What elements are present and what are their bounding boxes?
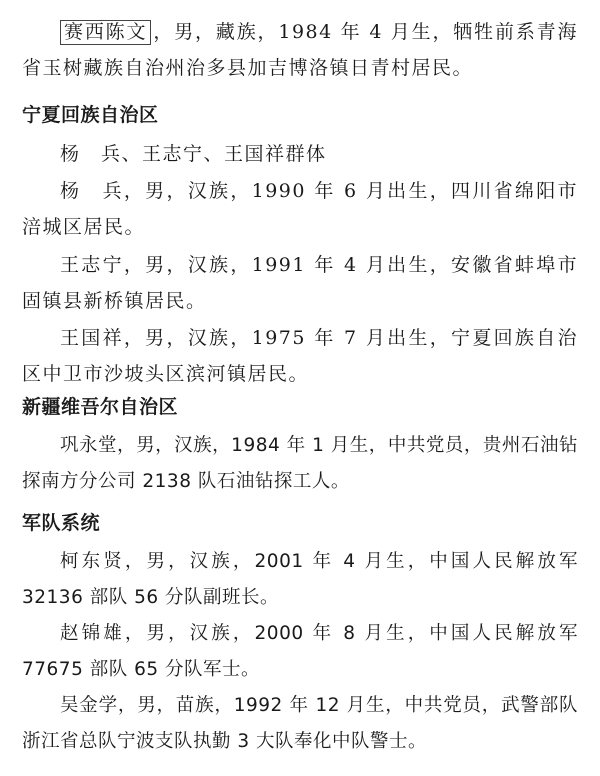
- heading-ningxia: 宁夏回族自治区: [22, 104, 159, 126]
- subheading-ningxia-group: 杨 兵、王志宁、王国祥群体: [60, 143, 327, 165]
- heading-xinjiang: 新疆维吾尔自治区: [22, 396, 179, 418]
- entry-gongyongtang: 巩永堂，男，汉族，1984 年 1 月生，中共党员，贵州石油钻探南方分公司 2138 队石油钻探工人。: [22, 435, 578, 492]
- entry-zhaojinxiong: 赵锦雄，男，汉族，2000 年 8 月生，中国人民解放军 77675 部队 65 分队军士。: [22, 623, 578, 680]
- entry-wujinxue: 吴金学，男，苗族，1992 年 12 月生，中共党员，武警部队浙江省总队宁波支队执勤 3 大队奉化中队警士。: [22, 695, 578, 752]
- entry-kedongxian: 柯东贤，男，汉族，2001 年 4 月生，中国人民解放军 32136 部队 56 分队副班长。: [22, 551, 578, 608]
- entry-yangbing: 杨 兵，男，汉族，1990 年 6 月出生，四川省绵阳市涪城区居民。: [22, 180, 578, 238]
- entry-wangzhining: 王志宁，男，汉族，1991 年 4 月出生，安徽省蚌埠市固镇县新桥镇居民。: [22, 254, 578, 312]
- entry-saixi: [22, 14, 578, 86]
- heading-military: 军队系统: [22, 512, 101, 534]
- boxed-name: 赛西陈文: [60, 20, 151, 45]
- entry-saixi-text: ，男，藏族，1984 年 4 月生，牺牲前系青海省玉树藏族自治州治多县加吉博洛镇日青村居民。: [22, 21, 578, 79]
- entry-wangguoxiang: 王国祥，男，汉族，1975 年 7 月出生，宁夏回族自治区中卫市沙坡头区滨河镇居民。: [22, 327, 578, 385]
